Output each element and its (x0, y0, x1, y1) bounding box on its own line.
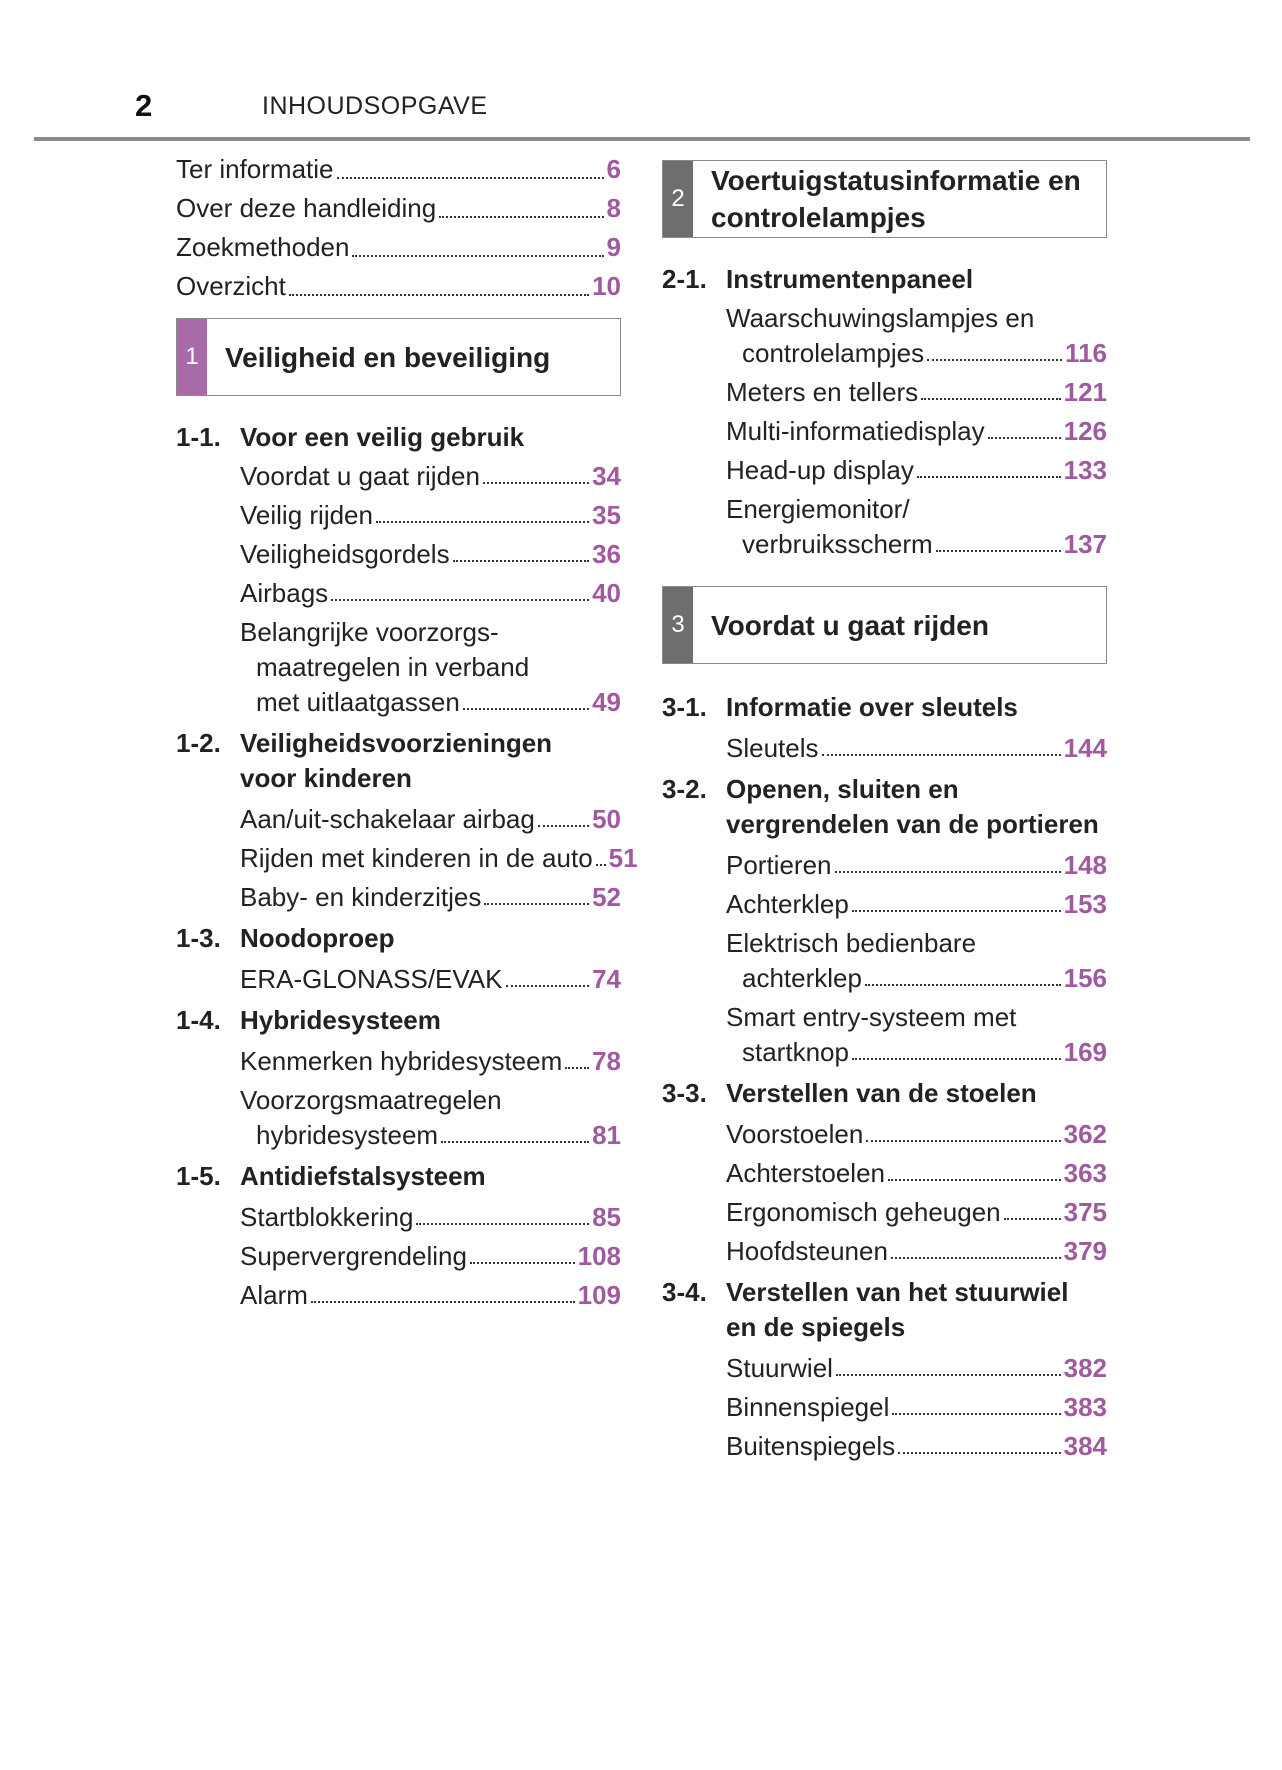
subsection-heading[interactable] (662, 1076, 1107, 1111)
section-number: 1 (177, 319, 207, 395)
entry-page: 108 (577, 1241, 621, 1271)
subsection-number: 1-5. (176, 1161, 221, 1191)
subsection-title: Informatie over sleutels (726, 692, 1018, 722)
entry-page: 116 (1065, 338, 1107, 368)
entry-label: Aan/uit-schakelaar airbag (240, 804, 535, 834)
toc-entry[interactable] (176, 962, 621, 997)
subsection-heading[interactable] (176, 420, 621, 455)
leader-dots (852, 910, 1061, 912)
leader-dots (416, 1223, 589, 1225)
entry-page: 109 (577, 1280, 621, 1310)
toc-left-column (176, 150, 638, 1313)
entry-page: 362 (1063, 1119, 1107, 1149)
entry-label: verbruiksscherm (742, 529, 933, 559)
entry-label-line: Waarschuwingslampjes en (726, 303, 1035, 333)
toc-entry-multiline[interactable] (662, 1000, 1107, 1070)
toc-entry[interactable] (662, 1429, 1107, 1464)
page-number: 2 (135, 88, 153, 123)
entry-last-line (726, 1035, 1107, 1070)
entry-label: hybridesysteem (256, 1120, 439, 1150)
subsection-title-line: voor kinderen (240, 763, 412, 793)
toc-entry[interactable] (176, 1044, 621, 1079)
entry-page: 9 (606, 232, 621, 262)
entry-label: startknop (742, 1037, 849, 1067)
entry-page: 382 (1063, 1353, 1107, 1383)
toc-entry[interactable] (176, 576, 621, 611)
entry-page: 375 (1063, 1197, 1107, 1227)
entry-page: 81 (592, 1120, 621, 1150)
entry-label-line: Smart entry-systeem met (726, 1002, 1017, 1032)
entry-page: 148 (1063, 850, 1107, 880)
leader-dots (917, 476, 1061, 478)
subsection-title: Noodoproep (240, 923, 395, 953)
subsection-heading[interactable] (176, 1159, 621, 1194)
entry-label: Baby- en kinderzitjes (240, 882, 482, 912)
entry-label-line: Voorzorgsmaatregelen (240, 1085, 502, 1115)
entry-label: Kenmerken hybridesysteem (240, 1046, 563, 1076)
toc-entry[interactable] (176, 150, 621, 189)
entry-label: Over deze handleiding (176, 193, 437, 223)
toc-entry-multiline[interactable] (176, 615, 621, 720)
subsection-number: 2-1. (662, 264, 707, 294)
entry-label: Head-up display (726, 455, 914, 485)
toc-entry[interactable] (662, 1156, 1107, 1191)
entry-page: 10 (592, 271, 621, 301)
toc-entry[interactable] (176, 1200, 621, 1235)
entry-label: Airbags (240, 578, 329, 608)
page-header (0, 0, 1282, 150)
entry-label: Rijden met kinderen in de auto (240, 843, 593, 873)
leader-dots (453, 560, 589, 562)
header-divider (34, 137, 1250, 141)
subsection-number: 3-4. (662, 1277, 707, 1307)
leader-dots (463, 708, 589, 710)
subsection-title: Hybridesysteem (240, 1005, 441, 1035)
toc-entry[interactable] (662, 1390, 1107, 1425)
entry-page: 8 (606, 193, 621, 223)
entry-page: 137 (1063, 529, 1107, 559)
toc-entry[interactable] (662, 848, 1107, 883)
leader-dots (506, 985, 590, 987)
entry-label-line: Belangrijke voorzorgs- (240, 617, 499, 647)
entry-label: Veilig rijden (240, 500, 373, 530)
toc-entry-multiline[interactable] (662, 926, 1107, 996)
subsection-heading[interactable] (662, 690, 1107, 725)
toc-entry[interactable] (176, 537, 621, 572)
entry-label: Voordat u gaat rijden (240, 461, 480, 491)
entry-label: Achterklep (726, 889, 849, 919)
subsection-title-line: Veiligheidsvoorzieningen (240, 728, 553, 758)
entry-page: 52 (592, 882, 621, 912)
leader-dots (596, 864, 606, 866)
entry-page: 121 (1063, 377, 1107, 407)
leader-dots (331, 599, 589, 601)
subsection-number: 1-1. (176, 422, 221, 452)
leader-dots (822, 754, 1061, 756)
subsection-title: Voor een veilig gebruik (240, 422, 525, 452)
toc-right-column (662, 150, 1107, 1464)
leader-dots (1004, 1218, 1061, 1220)
toc-entry[interactable] (176, 880, 621, 915)
subsection-heading[interactable] (176, 921, 621, 956)
leader-dots (892, 1413, 1060, 1415)
leader-dots (352, 255, 603, 257)
entry-page: 74 (592, 964, 621, 994)
toc-entry-multiline[interactable] (662, 301, 1107, 371)
toc-entry[interactable] (662, 1117, 1107, 1152)
entry-page: 153 (1063, 889, 1107, 919)
entry-label: Buitenspiegels (726, 1431, 896, 1461)
entry-page: 383 (1063, 1392, 1107, 1422)
toc-entry[interactable] (176, 498, 621, 533)
toc-entry[interactable] (176, 1239, 621, 1274)
subsection-title-line: en de spiegels (726, 1312, 906, 1342)
section-2-header[interactable] (662, 160, 1107, 238)
leader-dots (866, 1140, 1060, 1142)
entry-page: 49 (592, 687, 621, 717)
entry-label: Multi-informatiedisplay (726, 416, 985, 446)
entry-label: Meters en tellers (726, 377, 919, 407)
section-title: Veiligheid en beveiliging (225, 341, 551, 373)
toc-entry[interactable] (662, 887, 1107, 922)
entry-label: Hoofdsteunen (726, 1236, 888, 1266)
toc-entry[interactable] (176, 267, 621, 306)
section-title-line: controlelampjes (711, 202, 926, 233)
subsection-heading[interactable] (662, 262, 1107, 297)
leader-dots (836, 1374, 1061, 1376)
leader-dots (565, 1067, 589, 1069)
section-number: 2 (663, 161, 693, 237)
entry-page: 40 (592, 578, 621, 608)
subsection-title-line: Openen, sluiten en (726, 774, 959, 804)
entry-label: Startblokkering (240, 1202, 414, 1232)
subsection-number: 1-4. (176, 1005, 221, 1035)
toc-entry[interactable] (662, 1234, 1107, 1269)
entry-label: Portieren (726, 850, 832, 880)
leader-dots (337, 177, 604, 179)
entry-page: 78 (592, 1046, 621, 1076)
entry-page: 6 (606, 154, 621, 184)
leader-dots (376, 521, 589, 523)
toc-entry[interactable] (176, 459, 621, 494)
leader-dots (538, 825, 589, 827)
leader-dots (439, 216, 603, 218)
toc-entry[interactable] (662, 414, 1107, 449)
toc-entry[interactable] (662, 1351, 1107, 1386)
entry-last-line (726, 961, 1107, 996)
leader-dots (865, 984, 1061, 986)
subsection-number: 3-1. (662, 692, 707, 722)
entry-page: 169 (1063, 1037, 1107, 1067)
entry-page: 126 (1063, 416, 1107, 446)
subsection-title-line: Verstellen van het stuurwiel (726, 1277, 1069, 1307)
leader-dots (835, 871, 1061, 873)
subsection-title-line: vergrendelen van de portieren (726, 809, 1099, 839)
entry-page: 35 (592, 500, 621, 530)
toc-entry[interactable] (662, 1195, 1107, 1230)
leader-dots (470, 1262, 575, 1264)
leader-dots (898, 1452, 1060, 1454)
entry-page: 36 (592, 539, 621, 569)
entry-page: 384 (1063, 1431, 1107, 1461)
toc-entry[interactable] (176, 802, 621, 837)
leader-dots (852, 1058, 1061, 1060)
entry-page: 85 (592, 1202, 621, 1232)
leader-dots (441, 1141, 589, 1143)
entry-label: Veiligheidsgordels (240, 539, 450, 569)
subsection-title: Verstellen van de stoelen (726, 1078, 1037, 1108)
entry-last-line (240, 1118, 621, 1153)
subsection-number: 3-3. (662, 1078, 707, 1108)
subsection-title: Antidiefstalsysteem (240, 1161, 486, 1191)
leader-dots (888, 1179, 1061, 1181)
entry-page: 34 (592, 461, 621, 491)
toc-entry-multiline[interactable] (662, 492, 1107, 562)
section-number: 3 (663, 587, 693, 663)
leader-dots (921, 398, 1060, 400)
entry-last-line (726, 527, 1107, 562)
leader-dots (936, 550, 1061, 552)
entry-label: Overzicht (176, 271, 286, 301)
entry-page: 133 (1063, 455, 1107, 485)
entry-label: Alarm (240, 1280, 308, 1310)
entry-page: 379 (1063, 1236, 1107, 1266)
entry-page: 144 (1063, 733, 1107, 763)
entry-label: Achterstoelen (726, 1158, 885, 1188)
entry-label: Binnenspiegel (726, 1392, 890, 1422)
subsection-number: 1-3. (176, 923, 221, 953)
entry-last-line (240, 685, 621, 720)
subsection-number: 1-2. (176, 728, 221, 758)
entry-label: Supervergrendeling (240, 1241, 467, 1271)
subsection-number: 3-2. (662, 774, 707, 804)
section-3-header[interactable] (662, 586, 1107, 664)
toc-entry[interactable] (176, 1278, 621, 1313)
entry-label: Stuurwiel (726, 1353, 833, 1383)
subsection-heading[interactable] (662, 1275, 1107, 1345)
entry-label: Sleutels (726, 733, 819, 763)
page-title: INHOUDSOPGAVE (262, 92, 488, 120)
entry-label-line: Elektrisch bedienbare (726, 928, 977, 958)
leader-dots (483, 482, 589, 484)
entry-page: 50 (592, 804, 621, 834)
entry-label: Zoekmethoden (176, 232, 350, 262)
section-title: Voordat u gaat rijden (711, 609, 989, 641)
entry-last-line (726, 336, 1107, 371)
toc-entry[interactable] (662, 731, 1107, 766)
subsection-heading[interactable] (662, 772, 1107, 842)
toc-entry[interactable] (176, 228, 621, 267)
subsection-heading[interactable] (176, 1003, 621, 1038)
subsection-title: Instrumentenpaneel (726, 264, 974, 294)
leader-dots (927, 359, 1062, 361)
leader-dots (891, 1257, 1061, 1259)
leader-dots (988, 437, 1061, 439)
toc-entry[interactable] (176, 841, 638, 876)
entry-label: Voorstoelen (726, 1119, 864, 1149)
entry-label-line: Energiemonitor/ (726, 494, 910, 524)
leader-dots (484, 903, 589, 905)
entry-label: ERA-GLONASS/EVAK (240, 964, 503, 994)
leader-dots (311, 1301, 575, 1303)
subsection-heading[interactable] (176, 726, 621, 796)
entry-label: achterklep (742, 963, 862, 993)
toc-entry[interactable] (662, 375, 1107, 410)
leader-dots (289, 294, 589, 296)
section-1-header[interactable] (176, 318, 621, 396)
entry-label: controlelampjes (742, 338, 925, 368)
section-title-line: Voertuigstatusinformatie en (711, 165, 1081, 196)
entry-label: met uitlaatgassen (256, 687, 460, 717)
toc-entry[interactable] (176, 189, 621, 228)
toc-entry[interactable] (662, 453, 1107, 488)
entry-page: 363 (1063, 1158, 1107, 1188)
entry-label: Ter informatie (176, 154, 334, 184)
entry-label: Ergonomisch geheugen (726, 1197, 1001, 1227)
entry-page: 51 (608, 843, 638, 873)
toc-entry-multiline[interactable] (176, 1083, 621, 1153)
entry-label-line: maatregelen in verband (256, 652, 530, 682)
entry-page: 156 (1063, 963, 1107, 993)
